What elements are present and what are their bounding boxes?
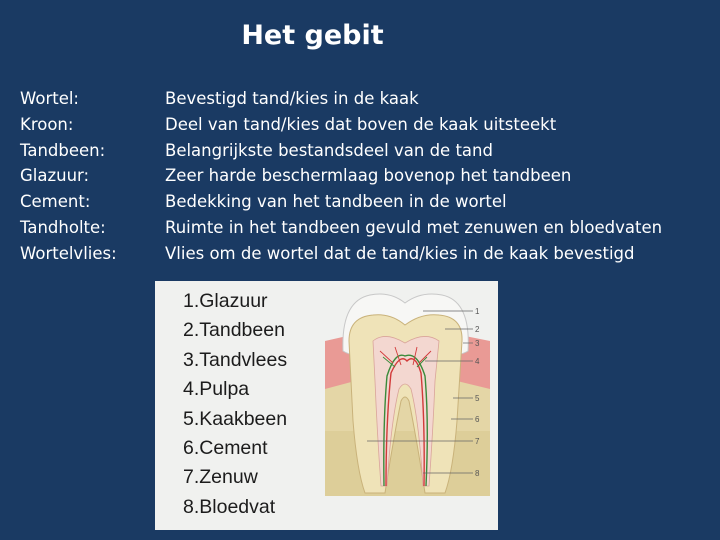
definition-term: Cement: bbox=[20, 192, 91, 212]
callout-number: 3 bbox=[475, 339, 480, 348]
legend-item: 5.Kaakbeen bbox=[183, 407, 288, 430]
definition-row bbox=[20, 241, 710, 267]
callout-number: 1 bbox=[475, 307, 480, 316]
legend-item: 4.Pulpa bbox=[183, 378, 250, 401]
legend-item: 6.Cement bbox=[183, 437, 268, 460]
definition-list bbox=[20, 86, 710, 267]
definition-description: Bedekking van het tandbeen in de wortel bbox=[165, 192, 507, 212]
definition-term: Wortelvlies: bbox=[20, 243, 117, 263]
definition-term: Wortel: bbox=[20, 89, 79, 108]
callout-number: 8 bbox=[475, 469, 480, 478]
definition-row bbox=[20, 215, 710, 241]
definition-description: Zeer harde beschermlaag bovenop het tandbeen bbox=[165, 166, 572, 186]
tooth-figure bbox=[155, 281, 498, 530]
definition-row bbox=[20, 163, 710, 189]
definition-description: Belangrijkste bestandsdeel van de tand bbox=[165, 140, 493, 160]
definition-term: Glazuur: bbox=[20, 166, 90, 186]
callout-number: 5 bbox=[475, 394, 480, 403]
legend-item: 8.Bloedvat bbox=[183, 495, 276, 518]
page-title: Het gebit bbox=[241, 20, 384, 51]
callout-number: 2 bbox=[475, 325, 480, 334]
definition-row bbox=[20, 112, 710, 138]
callout-number: 6 bbox=[475, 415, 480, 424]
definition-description: Deel van tand/kies dat boven de kaak uitsteekt bbox=[165, 114, 557, 134]
definition-description: Bevestigd tand/kies in de kaak bbox=[165, 89, 419, 108]
legend-item: 3.Tandvlees bbox=[183, 348, 288, 371]
definition-term: Kroon: bbox=[20, 114, 74, 134]
definition-term: Tandbeen: bbox=[20, 140, 106, 160]
definition-row bbox=[20, 138, 710, 164]
legend-item: 1.Glazuur bbox=[183, 290, 268, 312]
definition-description: Ruimte in het tandbeen gevuld met zenuwen en bloedvaten bbox=[165, 217, 663, 237]
figure-legend bbox=[183, 287, 287, 522]
callout-number: 4 bbox=[475, 357, 480, 366]
legend-item: 7.Zenuw bbox=[183, 466, 258, 489]
definition-term: Tandholte: bbox=[20, 217, 106, 237]
definition-row bbox=[20, 86, 710, 112]
callout-number: 7 bbox=[475, 437, 480, 446]
definition-description: Vlies om de wortel dat de tand/kies in de kaak bevestigd bbox=[165, 243, 635, 263]
definition-row bbox=[20, 189, 710, 215]
legend-item: 2.Tandbeen bbox=[183, 319, 285, 342]
